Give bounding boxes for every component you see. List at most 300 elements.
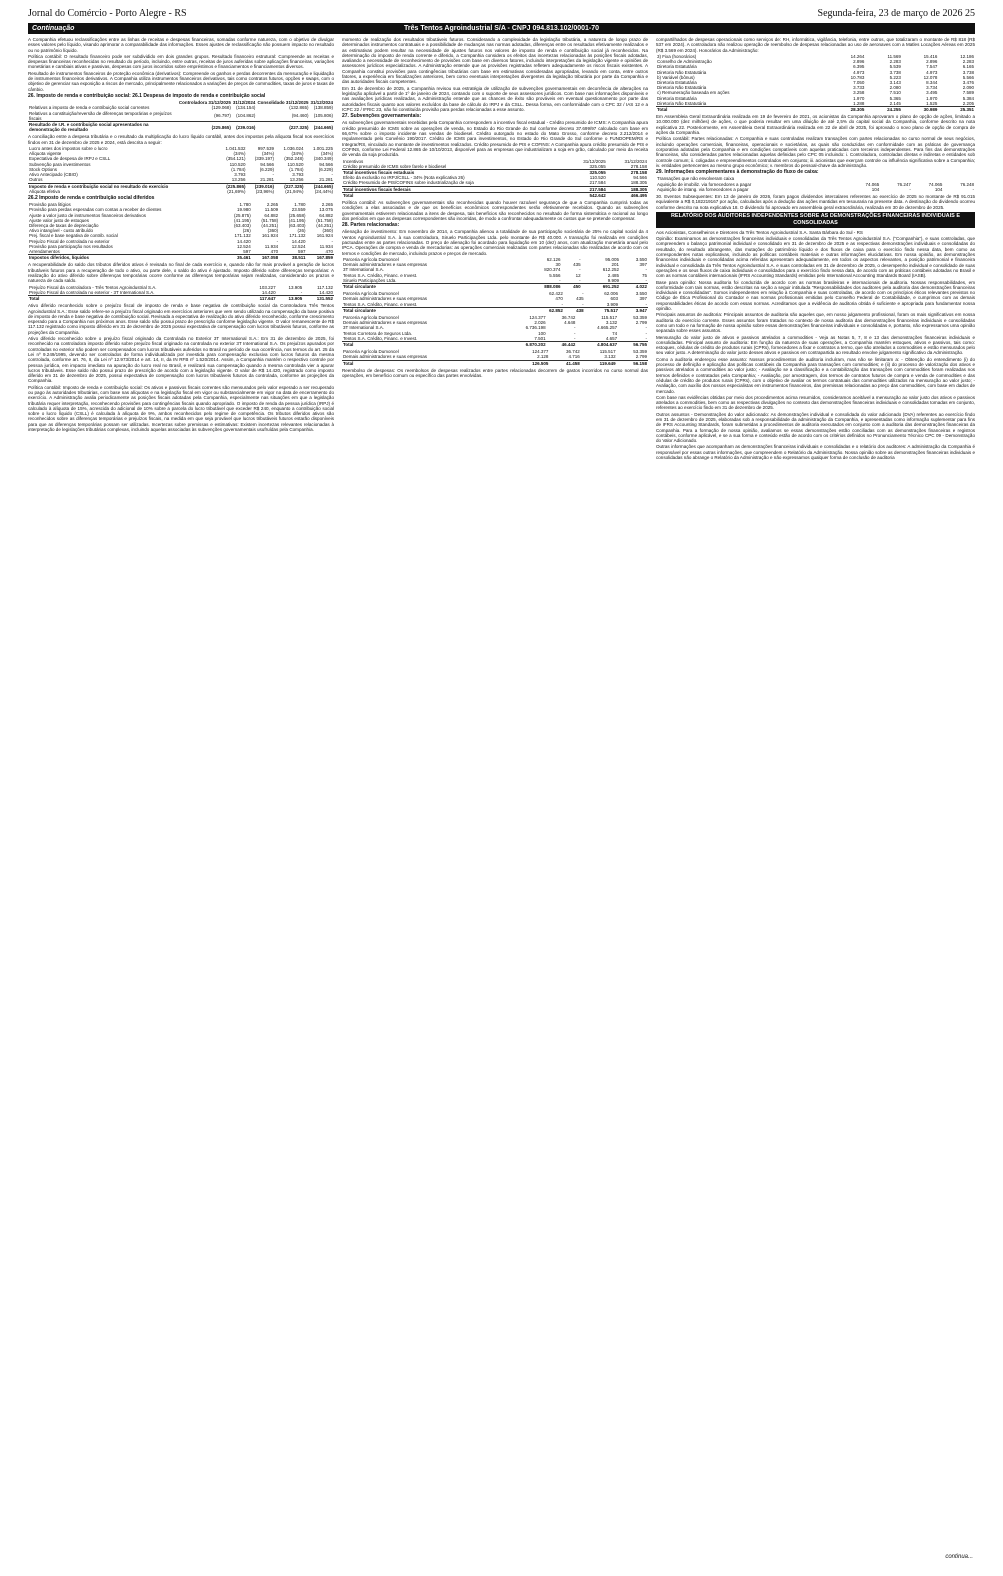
- cell-value: 14.420: [291, 238, 306, 244]
- cell-value: 36.742: [566, 349, 580, 355]
- cell-value: (244.665): [309, 122, 334, 133]
- row-label: 3T International S.A.: [343, 267, 384, 273]
- row-label: Parceria Agrícola Dumoncel: [343, 314, 399, 320]
- paragraph: Outras informações que acompanham as demonstrações financeiras individuais e consolidadas e o relatório dos auditores: A administração da Companhia é responsável por essas outras informações, que compreendem o Relatório da Administração. Nossa opinião sobre as demonstrações financeiras individuais e consolidadas não abrange o Relatório da Administração e não expressamos qualquer forma de conclusão de auditoria: [656, 444, 975, 461]
- cell-value: -: [645, 330, 647, 336]
- cell-value: 56.755: [618, 341, 648, 347]
- cell-value: (25.658): [288, 212, 306, 218]
- row-label: Stock Options: [29, 166, 58, 172]
- subsidies-table: [342, 159, 648, 198]
- cell-value: 171.132: [234, 233, 251, 239]
- cell-value: 3.132: [605, 320, 618, 326]
- cell-value: 217.584: [565, 186, 606, 192]
- cell-value: (105.806): [313, 113, 333, 119]
- cell-value: 470: [325, 249, 333, 255]
- cell-value: 3.738: [889, 69, 901, 75]
- cell-value: (239.016): [232, 122, 257, 133]
- cell-value: 13.256: [289, 177, 304, 183]
- cell-value: (138.859): [313, 105, 333, 111]
- paragraph: Aos Acionistas, Conselheiros e Diretores da Três Tentos Agroindustrial S.A. Santa Bárbara do Sul - RS: [656, 229, 863, 235]
- cell-value: (34%): [291, 151, 304, 157]
- row-label: Total: [342, 341, 505, 347]
- section-heading: 28. Partes relacionadas:: [342, 222, 400, 229]
- cell-value: 2.896: [853, 59, 865, 65]
- cell-value: 5.365: [889, 95, 901, 101]
- cell-value: 64.882: [319, 212, 333, 218]
- table-row: [342, 307, 648, 313]
- cell-value: (34%): [320, 151, 333, 157]
- cell-value: 4.716: [568, 354, 580, 360]
- cell-value: (354.121): [226, 156, 246, 162]
- paragraph: Alienação de investimento: Em novembro de 2014, a Companhia alienou a totalidade de sua participação societária de 25% no capital social da 4 Ventos Agroindustrial S.A. à sua controladora, Siruelo Participações Ltda. pelo montante de R$ 40.000. A transação foi realizada em condições pactuadas entre as partes relacionadas. O preço de alienação foi acordado para liquidação em 10 (dez) anos, com atualização monetária anual pelo IPCA. Operações de compra e venda de mercadorias: as operações comerciais realizadas com partes relacionadas são realizadas de acordo com os termos e condições de mercado, incluindo prazos e preços de mercado.: [342, 229, 648, 256]
- deferred-tax-table: [28, 202, 334, 260]
- cell-value: 110.520: [287, 161, 304, 167]
- paragraph: Ativo diferido reconhecido sobre o prejuízo fiscal originado da Controlada no Exterior 3T International S.A.: Em 31 de dezembro de 2025, foi reconhecido na controladora imposto diferido sobre prejuízo fiscal originado na controlada no exterior 3T International S.A. Os prejuízos apurados por controladas no exterior não podem ser compensados com lucros tributáveis auferidos no Brasil no período de sua ocorrência, nos termos do art. 25 da Lei nº 9.249/1995, devendo ser controlados de forma individualizada por investida para compensação exclusiva com lucros futuros da mesma controlada, conforme art. 76, II, da Lei nº 12.973/2014 e art. 14, II, da IN RFB nº 1.520/2014. Assim, a Companhia mantém o respectivo controle por pessoa jurídica, em impacto imediato na apuração do lucro real no Brasil, e realizará sua compensação quando a mesma controlada vier a apurar lucros tributáveis. Esse saldo não possui prazo de prescrição de acordo com a legislação vigente. O valor de R$ 14.420, registrado como imposto diferido em 31 de dezembro de 2025, possui expectativa de compensação com lucros tributáveis futuros da controlada, conforme as projeções da Companhia.: [28, 336, 334, 384]
- cell-value: 466.495: [607, 192, 648, 198]
- masthead: [28, 6, 975, 22]
- cell-value: (41.195): [288, 217, 306, 223]
- row-label: Prejuízo Fiscal da controlada no exterior - 3T International S.A.: [29, 289, 155, 295]
- row-label: Diretoria Não Estatutária: [657, 100, 707, 106]
- cell-value: 30.989: [902, 106, 939, 112]
- related-parties-table-4: [342, 349, 648, 366]
- row-label: Impostos diferidos, líquidos: [28, 255, 224, 261]
- cell-value: -: [573, 330, 576, 336]
- cell-value: 9.909: [607, 277, 620, 283]
- cell-value: 2.283: [962, 59, 974, 65]
- cell-value: 13.075: [319, 207, 333, 213]
- row-label: Transações que não envolveram caixa: [657, 176, 735, 182]
- cell-value: 11.509: [264, 207, 279, 213]
- section-heading: 26.2 Imposto de renda e contribuição social diferidos: [28, 194, 155, 201]
- cell-value: 278.158: [630, 163, 647, 169]
- related-parties-table-3: [342, 315, 648, 347]
- row-label: Ajuste valor justo de estoques: [29, 217, 90, 223]
- cell-value: 3.734: [926, 85, 938, 91]
- cell-value: 3.143: [889, 79, 901, 85]
- cell-value: (34%): [233, 151, 246, 157]
- row-label: Total circulante: [342, 307, 530, 313]
- cell-value: 7.510: [889, 90, 901, 96]
- cell-value: 62.006: [604, 291, 619, 297]
- cell-value: 1.780: [294, 202, 306, 208]
- cell-value: (51.758): [261, 217, 279, 223]
- cell-value: 24.255: [865, 106, 902, 112]
- paragraph: Ativo diferido reconhecido sobre o prejuízo fiscal de imposto de renda e base negativa de contribuição social da Controladora Três Tentos Agroindustrial S.A.: Esse saldo refere-se a prejuízo fiscal originado em exercícios anteriores que vem sendo utilizado na compensação da base positiva de imposto de renda e base negativa de contribuição social. Revisada a expectativa de realização do ativo diferido reconhecido, conforme crescimento esperado para a Companhia nos próximos anos. Esse saldo não possui prazo de prescrição conforme legislação vigente. O valor remanescente de R$ 117.132 registrado como imposto diferido em 31 de dezembro de 2025 possui expectativa de compensação com lucros tributáveis futuros, conforme as projeções da Companhia.: [28, 303, 334, 335]
- cell-value: 2.090: [962, 85, 974, 91]
- cell-value: -: [573, 335, 576, 341]
- cell-value: -: [300, 289, 303, 295]
- paragraph: Política contábil: O resultado financeiro pode ser subdividido em dois grandes grupos. Resultado financeiro estrutural: Compreende as receitas e despesas financeiras reconhecidas no resultado do período, incluindo, entre outras, receitas de juros auferidas sobre aplicações financeiras, variações monetárias e cambiais ativas e passivas, despesas com juros incorridos sobre empréstimos e financiamentos e financiamentos diversos.: [28, 53, 334, 70]
- cell-value: (25.875): [233, 212, 251, 218]
- cell-value: (129.068): [211, 105, 231, 111]
- cell-value: 3.550: [635, 291, 647, 297]
- table-row: [28, 296, 334, 302]
- cell-value: (225.865): [178, 122, 232, 133]
- cell-value: 1.970: [853, 95, 865, 101]
- cell-value: (44.251): [316, 223, 333, 229]
- table-row: [342, 341, 648, 347]
- cell-value: 13.905: [277, 296, 304, 302]
- cell-value: 76.247: [897, 181, 911, 187]
- cell-value: 1.288: [853, 100, 865, 106]
- cell-value: 325.055: [565, 169, 606, 175]
- cell-value: 64.882: [264, 212, 279, 218]
- cell-value: 1.001.225: [312, 146, 333, 152]
- cell-value: (132.865): [289, 105, 309, 111]
- cell-value: -: [561, 301, 563, 307]
- paragraph: momento de realização dos resultados tributáveis futuros. Considerando a complexidade da legislação tributária, a natureza de longo prazo de determinados instrumentos contratuais e a possibilidade de mudanças nas normas adotadas, diferenças entre os resultados efetivamente realizados e as estimativas podem resultar na necessidade de ajustes futuros nos valores de imposto de renda e contribuição social já reconhecidos. Na determinação do imposto de renda corrente e diferido, a Companhia considera os efeitos das incertezas relacionadas às posições fiscais adotadas, avaliando a necessidade de reconhecimento de provisões com base em diversos fatores, incluindo interpretações da legislação vigente e opiniões de assessores jurídicos especializados. A Administração entende que as provisões registradas refletem adequadamente os riscos fiscais existentes. A Companhia constitui provisões para contingências tributárias com base em estimativas consideradas apropriadas, levando em conta, entre outros fatores, a experiência em fiscalizações anteriores, bem como eventuais interpretações divergentes da legislação tributária por parte da Companhia e das autoridades fiscais competentes.: [342, 37, 648, 85]
- cell-value: 470: [555, 296, 563, 302]
- cell-value: 7.589: [962, 90, 974, 96]
- cell-value: 119.649: [581, 360, 617, 366]
- paragraph: Política contábil: Partes relacionadas: A Companhia e suas controladas realizam transações com partes relacionadas no curso normal de seus negócios, incluindo operações comerciais, financeiras, operacionais e societárias, as quais são conduzidas em conformidade com as práticas de governança corporativa adotadas pela Companhia e em condições compatíveis com aquelas praticadas com terceiros independentes. Para fins das demonstrações financeiras, são consideradas partes relacionadas aquelas definidas pelo CPC 05 incluindo: i. Controladora, controladas diretas e indiretas e entidades sob controle comum; ii. coligadas e empreendimentos controlados em conjunto; iii. acionistas que exerçam controle ou influência significativa sobre a Companhia; iv. entidades pertencentes ao mesmo grupo econômico; v. membros do pessoal-chave da administração.: [656, 136, 975, 168]
- row-label: Provisão para participação nos resultados: [29, 243, 113, 249]
- cell-value: 124.377: [532, 349, 549, 355]
- cell-value: (360): [322, 228, 333, 234]
- cell-value: 397: [639, 262, 647, 268]
- row-label: Resultado de I.R. e contribuição social apresentados na demonstração do resultado: [28, 122, 178, 133]
- cell-value: (340.349): [313, 156, 333, 162]
- cell-value: -: [579, 256, 581, 262]
- column-3: [656, 37, 975, 1548]
- cell-value: (352.248): [284, 156, 304, 162]
- cell-value: 1.036.024: [283, 146, 304, 152]
- paragraph: Resultado de instrumentos financeiros de proteção econômica (derivativos): Compreende os ganhos e perdas decorrentes da mensuração e liquidação de instrumentos financeiros derivativos. A Companhia utiliza instrumentos financeiros derivativos, tais como contratos futuros, opções e swaps, com o objetivo de gerenciar sua exposição a riscos de mercado, principalmente relacionados a variações de preços de commodities, taxas de juros e taxas de câmbio.: [28, 70, 334, 92]
- paragraph: Mensuração do valor justo de ativos e passivos atrelados a commodities - Veja as Notas 5, 7, 8 e 13 das demonstrações financeiras individuais e consolidadas. Principal assunto de auditoria: Em função da natureza de suas operações, a Companhia mantém estoques, ativos e passivos, tais como: estoques, cédulas de crédito de produtos rurais (CPRs), fornecedores a fixar e contratos a termo, que são atrelados a commodities e estão mensurados pelo seu valor justo. A determinação do valor justo desses ativos e passivos em contrapartida ao resultado envolve julgamento significativo da Administração.: [656, 334, 975, 356]
- section-heading: 27. Subvenções governamentais:: [342, 113, 422, 120]
- paragraph: 30. Eventos Subsequentes: Em 13 de janeiro de 2026, foram pagos dividendos intercalares referentes ao exercício de 2025 no montante de R$ 91.015 equivalente a R$ 0,182219167 por ação, calculados após a dedução das ações mantidas em tesouraria na presente data. A destinação do dividendo ocorreu conforme descrito na nota explicativa 18. O dividendo foi aprovado em assembleia geral extraordinária, realizada em 30 de dezembro de 2025.: [656, 194, 975, 210]
- cell-value: (34%): [261, 151, 274, 157]
- cell-value: 13.905: [288, 284, 303, 290]
- newspaper-name: Jornal do Comércio - Porto Alegre - RS: [28, 8, 187, 19]
- paragraph: Política contábil: Imposto de renda e contribuição social: Os ativos e passivos fiscais correntes são mensurados pelo valor esperado a ser recuperado ou pago às autoridades tributárias, com base nas alíquotas e na legislação fiscal em vigor ou substancialmente em vigor na data de encerramento do exercício. A Administração avalia periodicamente as posições fiscais adotadas pela Companhia, especialmente nas situações em que a legislação tributária requer interpretação, reconhecendo provisões para contingências fiscais quando apropriado. O imposto de renda da pessoa jurídica (IRPJ) é calculado à alíquota de 15%, acrescida do adicional de 10% sobre a parcela do lucro tributável que exceder R$ 240, enquanto a contribuição social sobre o lucro líquido (CSLL) é calculada à alíquota de 9%, ambos reconhecidos pelo regime de competência. Os tributos diferidos ativos são reconhecidos sobre as diferenças temporárias e prejuízos fiscais, na medida em que seja provável que lucros tributáveis futuros estarão disponíveis para que as diferenças temporárias possam ser utilizadas. Incertezas sobre premissas e estimativas: Existem incertezas relevantes relacionadas à interpretação de legislações tributárias complexas, incluindo aquelas associadas às subvenções governamentais usufruídas pela Companhia.: [28, 384, 334, 433]
- cell-value: 201: [611, 262, 620, 268]
- cell-value: 110.520: [229, 161, 246, 167]
- cell-value: (63.403): [288, 223, 306, 229]
- cell-value: (26): [242, 228, 251, 234]
- cell-value: (21,69%): [227, 188, 246, 194]
- cell-value: (24,44%): [314, 188, 333, 194]
- row-label: Efeito da exclusão no IRPJ/CSLL - 34% (Nota explicativa 26): [343, 175, 465, 181]
- row-label: Tentos S.A. Crédito, Financ. e Invest.: [343, 272, 418, 278]
- cell-value: 31/12/2024: [624, 158, 647, 164]
- cell-value: 6.395: [853, 64, 865, 70]
- cell-value: 612.252: [602, 267, 620, 273]
- row-label: b) Variável (bônus): [657, 74, 695, 80]
- cell-value: (44.251): [261, 223, 279, 229]
- cell-value: 115.517: [601, 314, 618, 320]
- cell-value: (244.665): [304, 183, 334, 189]
- cell-value: 3.550: [635, 256, 647, 262]
- continuation-label: Continuação: [32, 25, 75, 32]
- cell-value: 10.783: [850, 74, 865, 80]
- row-label: Parceria Agrícola Dumoncel: [343, 291, 399, 297]
- cell-value: 161.924: [261, 233, 279, 239]
- row-label: Diferença de taxas de depreciação: [29, 223, 99, 229]
- row-label: Lucro antes dos impostos sobre o lucro: [29, 146, 108, 152]
- cell-value: 94.566: [633, 175, 647, 181]
- cell-value: 4.973: [853, 69, 865, 75]
- cell-value: 31/12/2025: [583, 158, 606, 164]
- cell-value: 14.420: [261, 289, 276, 295]
- row-label: 3T International S.A.: [343, 325, 384, 331]
- cell-value: (63.403): [233, 223, 251, 229]
- cell-value: 4.804.637: [576, 341, 618, 347]
- company-title: Três Tentos Agroindustrial S/A - CNPJ 094.813.102/0001-70: [403, 25, 600, 32]
- cell-value: 25.351: [938, 106, 975, 112]
- paragraph: Com base nas evidências obtidas por meio dos procedimentos acima resumidos, consideramos aceitável a mensuração ao valor justo dos ativos e passivos atrelados a commodities, bem como as respectivas divulgações no contexto das demonstrações financeiras individuais e consolidadas tomadas em conjunto, referentes ao exercício findo em 31 de dezembro de 2025.: [656, 394, 975, 411]
- cell-value: 167.859: [307, 255, 334, 261]
- row-label: Tentos S.A. Crédito, Financ. e Invest.: [343, 301, 418, 307]
- cell-value: 131.552: [303, 296, 334, 302]
- cell-value: -: [645, 301, 647, 307]
- row-label: Relativos a imposto de renda e contribuição social correntes: [29, 105, 150, 111]
- cell-value: 188.305: [607, 186, 648, 192]
- cell-value: 161.924: [316, 233, 333, 239]
- row-label: Total incentivos fiscais estaduais: [342, 169, 565, 175]
- cell-value: 126.505: [513, 360, 549, 366]
- cell-value: -: [559, 277, 561, 283]
- cell-value: 7.547: [926, 64, 938, 70]
- cell-value: 74.065: [865, 181, 880, 187]
- paragraph: Outros assuntos - Demonstrações do valor adicionado: As demonstrações individual e consolidada do valor adicionado (DVA) referentes ao exercício findo em 31 de dezembro de 2025, elaboradas sob a responsabilidade da administração da Companhia, e apresentadas como informação suplementar para fins de IFRS Accounting Standards, foram submetidas a procedimentos de auditoria executados em conjunto com a auditoria das demonstrações financeiras da Companhia. Para a formação de nossa opinião, avaliamos se essas demonstrações estão conciliadas com as demonstrações financeiras e registros contábeis, conforme aplicável, e se a sua forma e conteúdo estão de acordo com os critérios definidos no Pronunciamento Técnico CPC 09 - Demonstração do Valor Adicionado.: [656, 411, 975, 444]
- cell-value: 74: [612, 330, 618, 336]
- cell-value: 171.132: [289, 233, 306, 239]
- cell-value: 4.022: [620, 283, 648, 289]
- cell-value: -: [579, 277, 581, 283]
- cell-value: 76.248: [960, 181, 974, 187]
- cell-value: -: [582, 301, 584, 307]
- cell-value: -: [331, 172, 333, 178]
- row-label: 3) Fixa (honorários): [657, 53, 697, 59]
- cell-value: 11.569: [887, 53, 901, 59]
- cell-value: 997.539: [257, 146, 274, 152]
- cell-value: 691.252: [582, 283, 620, 289]
- row-label: Diretoria Estatutária: [657, 64, 697, 70]
- cell-value: 888.086: [523, 283, 561, 289]
- cell-value: 435: [576, 296, 584, 302]
- row-label: Conselho de Administração: [657, 59, 712, 65]
- row-label: Ativo Antecipado (CBIO): [29, 172, 78, 178]
- cell-value: 597: [243, 249, 251, 255]
- cell-value: 12.524: [236, 243, 251, 249]
- cell-value: 104: [871, 186, 880, 192]
- cell-value: -: [972, 186, 974, 192]
- paragraph: Reembolso de despesas: Os reembolsos de despesas realizados entre partes relacionadas decorrem de gastos incorridos no curso normal das operações, em benefício comum ou específico das partes envolvidas.: [342, 367, 648, 379]
- row-label: Provisão para perdas esperadas com contas a receber de clientes: [29, 207, 162, 213]
- table-row: [656, 187, 975, 192]
- cell-value: 94.566: [260, 161, 274, 167]
- row-label: Prejuízo Fiscal da controladora - Três Tentos Agroindustrial S.A.: [29, 284, 157, 290]
- row-label: Diretoria Não Estatutária: [657, 69, 707, 75]
- row-label: Provisão para litígios: [29, 202, 71, 208]
- cell-value: 38.511: [279, 255, 306, 261]
- cell-value: 103.227: [259, 284, 276, 290]
- cell-value: (1.784): [231, 166, 246, 172]
- cell-value: 30: [555, 262, 561, 268]
- date-page: Segunda-feira, 23 de março de 2026 25: [817, 8, 975, 19]
- row-label: Relativos a constituição/reversão de diferenças temporárias e prejuízos fiscais: [29, 110, 172, 121]
- cell-value: 12: [575, 272, 581, 278]
- cell-value: 75: [641, 272, 647, 278]
- cell-value: -: [272, 172, 274, 178]
- cell-value: -: [573, 325, 576, 331]
- tax-expense-table: Controladora 31/12/2025 31/12/2024 Consolidado 31/12/2025 31/12/2024 Relativos a imposto de renda e contribuição social correntes (129.068) (134.154) (132.865) (138.859) Relativos a constituição/reversão de diferenças temporárias e prejuízos fiscais (96.797) (104.862) (94.460) (105.806) Resultado de I.R. e contribuição social apresentados na demonstração do resultado (225.865) (239.016) (227.325) (244.665): [29, 100, 333, 133]
- cell-value: (225.865): [217, 183, 246, 189]
- paragraph: Em Assembleia Geral Extraordinária realizada em 19 de fevereiro de 2021, os acionistas da Companhia aprovaram o plano de opção de ações, limitado a 10.000.000 (dez milhões) de ações, o que poderia resultar em uma diluição de até 2,5% do capital social da Companhia, conforme descrito na nota explicativa 22. Posteriormente, em Assembleia Geral Extraordinária realizada em 22 de abril de 2025, foi aprovado o novo plano de opção de compra de ações da Companhia.: [656, 114, 975, 136]
- paragraph: Principais assuntos de auditoria: Principais assuntos de auditoria são aqueles que, em nosso julgamento profissional, foram os mais significativos em nossa auditoria do exercício corrente. Esses assuntos foram tratados no contexto de nossa auditoria das demonstrações financeiras individuais e consolidadas como um todo e na formação de nossa opinião sobre essas demonstrações financeiras individuais e consolidadas e, portanto, não expressamos uma opinião separada sobre esses assuntos.: [656, 312, 975, 334]
- title-band: [28, 23, 975, 34]
- table-row: [28, 189, 334, 194]
- row-label: Alíquota efetiva: [29, 188, 61, 194]
- cell-value: 5.539: [889, 64, 901, 70]
- cell-value: (96.797): [214, 113, 231, 119]
- table-row: [342, 283, 648, 289]
- row-label: Aquisição de imobiliz. via fornecedores a pagar: [657, 181, 752, 187]
- row-label: Total circulante: [342, 283, 523, 289]
- cell-value: 21.281: [319, 177, 333, 183]
- row-label: Demais administradores e suas empresas: [343, 320, 428, 326]
- tax-reconciliation-table: [28, 146, 334, 194]
- cell-value: 13.256: [231, 177, 246, 183]
- paragraph: compartilhados de despesas operacionais como serviços de: RH, informática, vigilância, telefonia, entre outros, que totalizaram o montante de R$ 818 (R$ 537 em 2024). A controladora não realizou operação de reembolso de despesas relacionadas ao uso de aeronaves com a Matles Locações Aéreas em 2025 (R$ 3.569 em 2024). Honorários da Administração:: [656, 37, 975, 53]
- cell-value: 2.799: [635, 320, 647, 326]
- cell-value: 3.738: [962, 69, 974, 75]
- cell-value: 470: [270, 249, 279, 255]
- row-label: Ajuste a valor justo de instrumentos financeiros derivativos: [29, 212, 147, 218]
- cell-value: 100: [538, 330, 546, 336]
- cell-value: (6.229): [259, 166, 274, 172]
- paragraph: As subvenções governamentais recebidas pela Companhia correspondem a incentivo fiscal estadual - Crédito presumido de ICMS: A Companhia apura crédito presumido de ICMS sobre as operações de venda, no Estado do Rio Grande do Sul conforme decreto 37.699/97 calculado com base em 66,67% sobre o imposto incidente nas vendas de biodiesel. Crédito outorgado no estado do Mato Grosso, conforme decreto 2.212/2014 e regulamentado pelo Convênio 190/2017. Crédito de ICMS para investimentos, no Estado do Rio Grande do Sul conforme o FUNDOPEM/RS e Integrar/RS, vinculado ao montante de investimentos realizados. Crédito presumido de PIS e COFINS: A Companhia apura crédito presumido de PIS e COFINS, conforme Lei Federal 12.865 de 10/10/2013, disponível para as empresas que industrializam a soja em grão, calculado por meio da receita de venda da soja produzida.: [342, 120, 648, 158]
- cell-value: 95.005: [605, 256, 620, 262]
- cell-value: 53.359: [633, 314, 647, 320]
- cell-value: 7.050: [853, 79, 865, 85]
- cell-value: 435: [573, 262, 581, 268]
- cell-value: 46.442: [547, 341, 577, 347]
- cell-value: 12.524: [291, 243, 306, 249]
- row-label: Tentos Corretora de Seguros Ltda.: [343, 330, 413, 336]
- column-1: [28, 37, 334, 1548]
- cell-value: -: [579, 267, 581, 273]
- row-label: Demais administradores e suas empresas: [343, 296, 428, 302]
- cell-value: 15.416: [923, 53, 938, 59]
- cell-value: 1.970: [926, 95, 938, 101]
- cell-value: 2.080: [889, 85, 901, 91]
- cell-value: 14.264: [850, 53, 865, 59]
- cell-value: 2.145: [889, 100, 901, 106]
- cell-value: 5.556: [549, 272, 561, 278]
- cell-value: (227.325): [256, 122, 309, 133]
- paragraph: A recuperabilidade do saldo dos tributos diferidos ativos é revisada no final de cada exercício e, quando não for mais provável a geração de lucros tributáveis futuros para a recuperação de todo o ativo, ou parte dele, o saldo do ativo é ajustado. Imposto diferido sobre diferenças temporárias: A realização do ativo diferido sobre diferenças temporárias ocorre conforme as diferenças temporárias sejam realizadas, considerando os prazos e natureza de cada saldo.: [28, 262, 334, 284]
- cell-value: -: [276, 238, 279, 244]
- row-label: Total: [28, 296, 246, 302]
- row-label: Tentos S.A. Crédito, Financ. e Invest.: [343, 335, 418, 341]
- cell-value: 3.132: [604, 354, 616, 360]
- cell-value: 4.973: [926, 69, 938, 75]
- cell-value: 62.126: [546, 256, 561, 262]
- cell-value: 62.852: [530, 307, 564, 313]
- cell-value: 6.165: [962, 64, 974, 70]
- cell-value: 450: [562, 283, 582, 289]
- cell-value: 6.736.198: [525, 325, 546, 331]
- cell-value: 12.078: [923, 74, 938, 80]
- cell-value: 3.476: [962, 79, 974, 85]
- cell-value: 115.517: [599, 349, 616, 355]
- cell-value: 104: [934, 186, 943, 192]
- cell-value: 124.377: [529, 314, 546, 320]
- cell-value: 3.495: [926, 90, 938, 96]
- cell-value: 3.947: [619, 307, 648, 313]
- section-heading: 26. Imposto de renda e contribuição social: 26.1 Despesa de imposto de renda e contribuição social: [28, 92, 266, 99]
- row-label: Total: [342, 192, 565, 198]
- cell-value: 117.132: [317, 284, 333, 290]
- cell-value: 35.461: [224, 255, 251, 261]
- continua-label: continua...: [945, 1554, 973, 1560]
- cell-value: 3.793: [234, 172, 246, 178]
- row-label: Incentivos: [343, 158, 364, 164]
- tax-loss-table: [28, 285, 334, 302]
- row-label: Crédito presumido de ICMS sobre farelo e biodiesel: [343, 163, 447, 169]
- row-label: Outros: [29, 177, 43, 183]
- cell-value: (339.197): [254, 156, 274, 162]
- cell-value: 41.458: [549, 360, 580, 366]
- table-row: [656, 106, 975, 112]
- cell-value: 2.265: [321, 202, 333, 208]
- cell-value: (1.784): [289, 166, 304, 172]
- table-row: [342, 192, 648, 198]
- cell-value: 325.055: [589, 163, 606, 169]
- cell-value: 2.265: [266, 202, 279, 208]
- row-label: Demais administradores e suas empresas: [343, 354, 428, 360]
- cell-value: 5.384: [962, 95, 974, 101]
- cell-value: 217.584: [589, 180, 606, 186]
- row-label: c) Remuneração baseada em ações: [657, 90, 730, 96]
- cell-value: (239.016): [247, 183, 275, 189]
- cell-value: 167.058: [252, 255, 279, 261]
- cell-value: 53.359: [633, 349, 647, 355]
- paragraph: Em 31 de dezembro de 2025, a Companhia revisou sua estratégia de utilização de subvenções governamentais em decorrência de alterações na legislação aplicável a partir de 1º de janeiro de 2024, contando com o suporte de seus assessores jurídicos. Com base nas informações disponíveis e nas avaliações jurídicas realizadas, a Administração entende que as chances de êxito são prováveis em eventual questionamento por parte das autoridades fiscais quanto aos valores excluídos da base de cálculo do IRPJ e da CSLL. Dessa forma, em conformidade com o CPC 32 / IAS 12 e a ICPC 22 / IFRIC 23, não foi constituída provisão para perdas relacionadas a esse assunto.: [342, 85, 648, 112]
- cell-value: 5.223: [889, 74, 901, 80]
- paragraph: A conciliação entre a despesa tributária e o resultado da multiplicação do lucro líquido contábil, antes dos impostos pela alíquota fiscal nos exercícios findos em 31 de dezembro de 2025 e 2024, está descrita a seguir:: [28, 134, 334, 145]
- cell-value: -: [582, 291, 584, 297]
- cell-value: 1.525: [926, 100, 938, 106]
- cell-value: 3.258: [853, 90, 865, 96]
- cell-value: 2.026: [534, 320, 546, 326]
- row-label: Total incentivos fiscais federais: [342, 186, 565, 192]
- cell-value: 438: [564, 307, 585, 313]
- column-2: [342, 37, 648, 1548]
- cell-value: -: [645, 325, 647, 331]
- cell-value: 75.517: [585, 307, 619, 313]
- cell-value: 1.780: [239, 202, 251, 208]
- cell-value: -: [645, 277, 647, 283]
- cell-value: 820.374: [544, 267, 561, 273]
- row-label: Aquisição de intang. via fornecedores a pagar: [657, 186, 749, 192]
- cell-value: 11.934: [319, 243, 333, 249]
- cell-value: -: [645, 267, 647, 273]
- cell-value: 2.485: [607, 272, 620, 278]
- cell-value: 6.870.202: [505, 341, 547, 347]
- cell-value: 14.420: [236, 238, 251, 244]
- cell-value: 397: [639, 296, 647, 302]
- row-label: Total: [656, 106, 829, 112]
- cell-value: 62.422: [549, 291, 563, 297]
- cell-value: 94.566: [319, 161, 333, 167]
- cell-value: (51.758): [316, 217, 333, 223]
- cell-value: -: [331, 238, 333, 244]
- related-parties-table-1: [342, 257, 648, 289]
